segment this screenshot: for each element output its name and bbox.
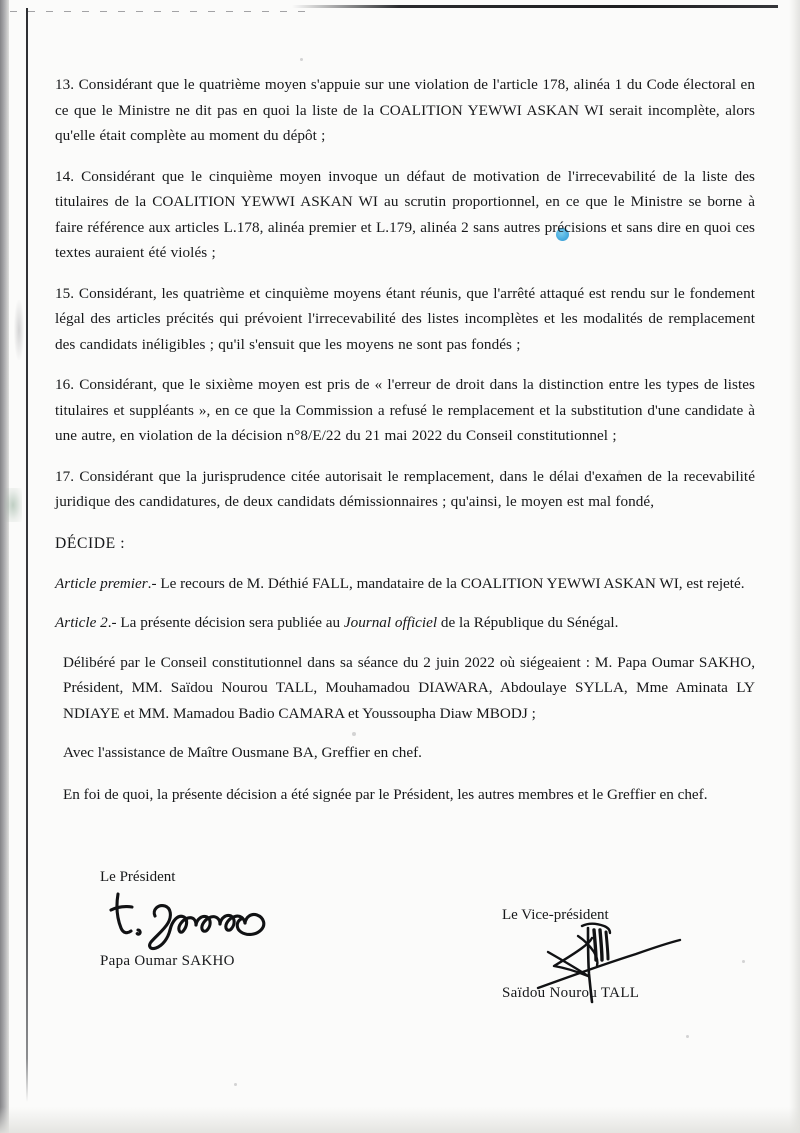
signature-block-president — [100, 866, 235, 972]
paragraph-14: 14. Considérant que le cinquième moyen invoque un défaut de motivation de l'irrecevabilité de la liste des titulaires de la COALITION YEWWI ASKAN WI au scrutin proportionnel, en ce que le Ministre se borne à faire référence aux articles L.178, alinéa premier et L.179, alinéa 2 sans autres précisions et sans dire en quoi ces textes auraient été violés ; — [55, 167, 755, 261]
president-role-label: Le Président — [100, 869, 176, 885]
scan-smudge-green — [4, 488, 22, 522]
vice-president-role-label: Le Vice-président — [502, 907, 609, 923]
article-2-separator: .- — [107, 614, 121, 631]
scan-speck — [234, 1083, 237, 1086]
vice-president-name-label: Saïdou Nourou TALL — [502, 985, 640, 1001]
article-2-text-before: La présente décision sera publiée au — [120, 614, 344, 631]
scan-horizontal-rule-top — [292, 5, 778, 8]
article-2-label: Article 2 — [55, 614, 108, 631]
decide-heading: DÉCIDE : — [55, 534, 126, 552]
scan-smudge-left — [14, 300, 24, 360]
article-2 — [55, 610, 755, 636]
scan-speck — [300, 58, 303, 61]
article-2-text-after: de la République du Sénégal. — [437, 614, 619, 631]
closing-note: En foi de quoi, la présente décision a été signée par le Président, les autres membres et le Greffier en chef. — [63, 785, 708, 803]
article-premier — [55, 571, 755, 597]
paragraph-16: 16. Considérant, que le sixième moyen est pris de « l'erreur de droit dans la distinction entre les types de listes titulaires et suppléants », en ce que la Commission a refusé le remplacement et la substitution d'une candidate à une autre, en violation de la décision n°8/E/22 du 21 mai 2022 du Conseil constitutionnel ; — [55, 376, 755, 444]
article-premier-label: Article premier — [55, 574, 148, 592]
journal-officiel-italic: Journal officiel — [343, 614, 438, 631]
paragraph-13: 13. Considérant que le quatrième moyen s'appuie sur une violation de l'article 178, alinéa 1 du Code électoral en ce que le Ministre ne dit pas en quoi la liste de la COALITION YEWWI ASKAN WI serait incomplète, alors qu'elle était complète au moment du dépôt ; — [55, 76, 755, 144]
article-premier-separator: .- — [147, 574, 161, 592]
document-body — [55, 72, 755, 823]
paragraph-15: 15. Considérant, les quatrième et cinquième moyens étant réunis, que l'arrêté attaqué est rendu sur le fondement légal des articles précités qui prévoient l'irrecevabilité des listes incomplètes et les modalités de remplacement des candidats inéligibles ; qu'il s'ensuit que les moyens ne sont pas fondés ; — [55, 284, 755, 353]
president-name-label: Papa Oumar SAKHO — [100, 953, 235, 969]
scan-edge-bottom — [0, 1107, 800, 1133]
signature-area — [0, 858, 800, 1038]
article-premier-text: Le recours de M. Déthié FALL, mandataire de la COALITION YEWWI ASKAN WI, est rejeté. — [160, 574, 745, 592]
assistance-note: Avec l'assistance de Maître Ousmane BA, Greffier en chef. — [63, 744, 422, 761]
scan-horizontal-rule-top-faint — [10, 11, 310, 12]
signature-block-vice-president — [502, 904, 639, 1004]
deliberation-paragraph: Délibéré par le Conseil constitutionnel dans sa séance du 2 juin 2022 où siégeaient : M. Papa Oumar SAKHO, Président, MM. Saïdou Nourou TALL, Mouhamadou DIAWARA, Abdoulaye SYLLA, Mme Aminata LY NDIAYE et MM. Mamadou Badio CAMARA et Youssoupha Diaw MBODJ ; — [63, 653, 755, 722]
paragraph-17: 17. Considérant que la jurisprudence citée autorisait le remplacement, dans le délai d'examen de la recevabilité juridique des candidatures, de deux candidats démissionnaires ; qu'ainsi, le moyen est mal fondé, — [55, 467, 755, 510]
